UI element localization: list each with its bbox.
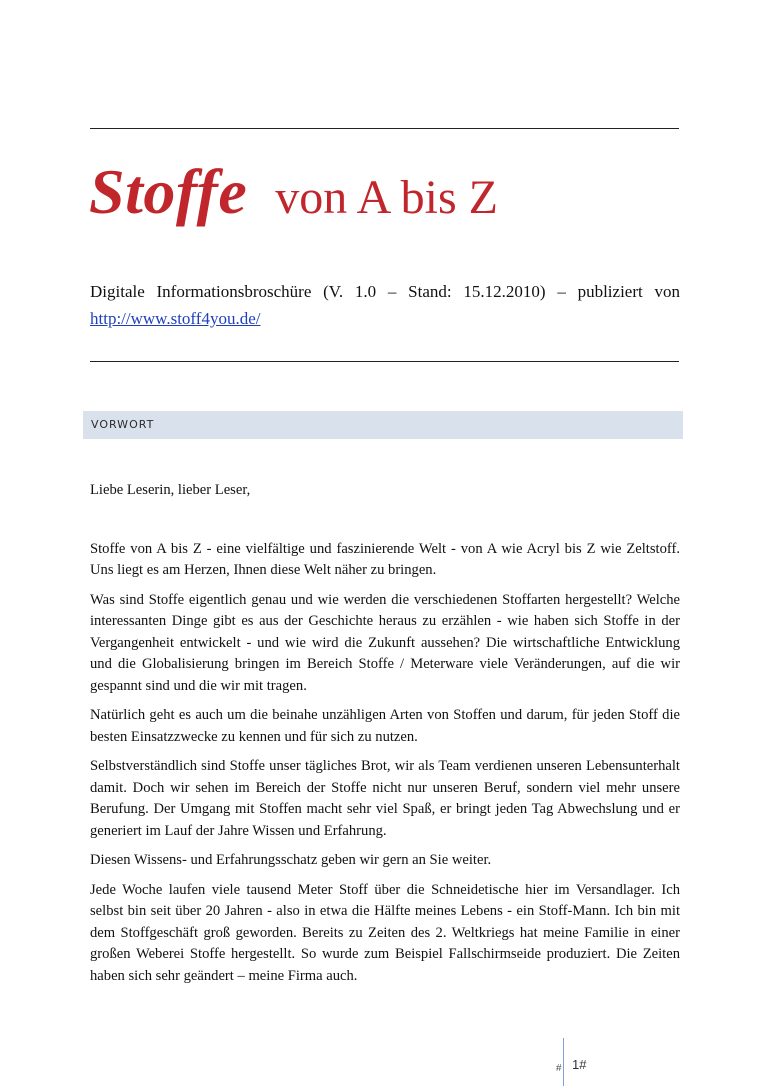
paragraph: Was sind Stoffe eigentlich genau und wie werden die verschiedenen Stoffarten hergestellt? Welche interessanten Dinge gibt es aus der Geschichte heraus zu erzählen - wie haben sich Stoffe in der Vergangenheit entwickelt - und wie wird die Zukunft aussehen? Die wirtschaftliche Entwicklung und die Globalisierung bringen im Bereich Stoffe / Meterware viele Veränderungen, auf die wir gespannt sind und die wir mit tragen.	[90, 591, 680, 694]
paragraph: Natürlich geht es auch um die beinahe unzähligen Arten von Stoffen und darum, für jeden Stoff die besten Einsatzzwecke zu kennen und für sich zu nutzen.	[90, 707, 680, 745]
top-divider	[90, 128, 679, 129]
paragraph: Jede Woche laufen viele tausend Meter Stoff über die Schneidetische hier im Versandlager. Ich selbst bin seit über 20 Jahren - also in etwa die Hälfte meines Lebens - ein Stoff-Mann. Ich bin mit dem Stoffgeschäft groß geworden. Bereits zu Zeiten des 2. Weltkriegs hat meine Familie in einer großen Weberei Stoffe hergestellt. So wurde zum Beispiel Fallschirmseide produziert. Die Zeiten haben sich sehr geändert – meine Firma auch.	[90, 881, 680, 984]
body-text	[90, 480, 680, 995]
website-link[interactable]: http://www.stoff4you.de/	[90, 309, 261, 328]
paragraph: Diesen Wissens- und Erfahrungsschatz geben wir gern an Sie weiter.	[90, 852, 492, 868]
page-field-marker: #	[556, 1063, 562, 1074]
paragraph: Selbstverständlich sind Stoffe unser tägliches Brot, wir als Team verdienen unseren Lebensunterhalt damit. Doch wir sehen im Bereich der Stoffe nicht nur unseren Beruf, sondern viel mehr unsere Berufung. Der Umgang mit Stoffen macht sehr viel Spaß, er bringt jeden Tag Abwechslung und er generiert im Lauf der Jahre Wissen und Erfahrung.	[90, 758, 680, 839]
paragraph: Stoffe von A bis Z - eine vielfältige und faszinierende Welt - von A wie Acryl bis Z wie Zeltstoff. Uns liegt es am Herzen, Ihnen diese Welt näher zu bringen.	[90, 540, 680, 578]
salutation: Liebe Leserin, lieber Leser,	[90, 482, 251, 498]
header-divider	[90, 361, 679, 362]
section-heading-bar	[83, 411, 683, 439]
section-heading: VORWORT	[91, 418, 155, 431]
document-title	[89, 156, 498, 227]
title-main: Stoffe	[89, 156, 248, 227]
document-subtitle	[90, 278, 680, 332]
page-number: 1#	[572, 1057, 587, 1072]
title-rest: von A bis Z	[275, 171, 498, 224]
text-cursor	[563, 1038, 564, 1086]
subtitle-text: Digitale Informationsbroschüre (V. 1.0 – Stand: 15.12.2010) – publiziert von	[90, 282, 680, 301]
